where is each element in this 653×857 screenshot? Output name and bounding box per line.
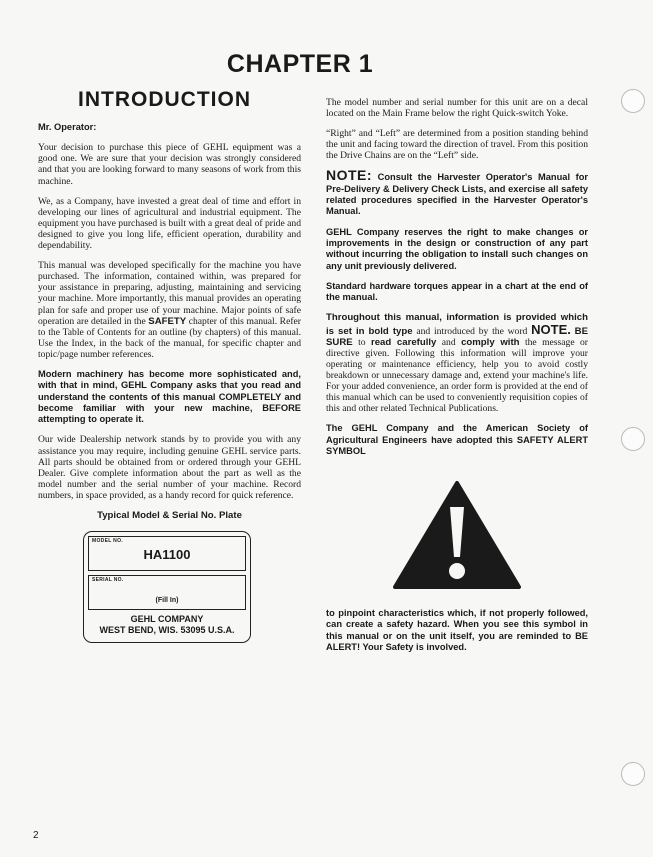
comply-with-text: comply with <box>461 336 520 348</box>
note-label: NOTE: <box>326 167 373 184</box>
plate-company: GEHL COMPANY <box>130 614 204 625</box>
safety-alert-symbol <box>326 477 588 596</box>
paragraph-manual <box>38 260 301 360</box>
paragraph-manual-text-a: This manual was developed specifically for the machine you have purchased. The information, contained within, was prepared for your assistance in preparing, adjusting, maintaining and servicing your machine. More importantly, this manual provides an operating plan for safe and proper use of your machine. Major points of safe operation are detailed in the <box>38 260 301 327</box>
bold-type-text-f: and <box>441 336 456 348</box>
plate-address: WEST BEND, WIS. 53095 U.S.A. <box>99 625 235 636</box>
paragraph-dealership: Our wide Dealership network stands by to provide you with any assistance you may require, including genuine GEHL service parts. All parts should be obtained from or ordered through your GEHL Dealer. Give complete information about the part as well as the model number and the serial number of your machine. Record numbers, in space provided, as a handy record for quick reference. <box>38 434 301 501</box>
right-column <box>326 97 588 662</box>
paragraph-bold-type <box>326 312 588 414</box>
paragraph-pinpoint: to pinpoint characteristics which, if not properly followed, can create a safety hazard. When you see this symbol in this manual or on the unit itself, you are reminded to BE ALERT! Your Safety is involved. <box>326 608 588 653</box>
model-field <box>88 536 246 571</box>
safety-emphasis: SAFETY <box>148 315 187 327</box>
paragraph-asae: The GEHL Company and the American Society of Agricultural Engineers have adopted this SAFETY ALERT SYMBOL <box>326 423 588 456</box>
note-text: Consult the Harvester Operator's Manual for Pre-Delivery & Delivery Check Lists, and exercise all safety related procedures specified in the Harvester Operator's Manual. <box>326 172 588 217</box>
be-sure-text: BE SURE <box>326 325 588 348</box>
section-title: INTRODUCTION <box>78 88 251 111</box>
note-paragraph <box>326 167 588 217</box>
paragraph-company: We, as a Company, have invested a great deal of time and effort in developing our lines of agricultural and industrial equipment. The equipment you have purchased is built with a great deal of pride and designed to give you long life, efficient operation, durability and dependability. <box>38 195 301 252</box>
paragraph-torques: Standard hardware torques appear in a chart at the end of the manual. <box>326 280 588 303</box>
salutation: Mr. Operator: <box>38 122 97 132</box>
bold-type-text-b: and introduced by the word <box>416 325 528 337</box>
serial-value: (Fill In) <box>155 597 179 605</box>
paragraph-manual-text-b: chapter of this manual. Refer to the Table of Contents for an outline (by chapters) of this manual. Use the Index, in the back of the manual, for specific chapter and topic/page number references. <box>38 315 301 360</box>
page-number: 2 <box>33 830 39 841</box>
bold-type-intro: Throughout this manual, information is provided which is set in bold type <box>326 312 588 337</box>
paragraph-modern-machinery: Modern machinery has become more sophisticated and, with that in mind, GEHL Company asks that you read and understand the contents of this manual COMPLETELY and become familiar with your new machine, BEFORE attempting to operate it. <box>38 368 301 425</box>
safety-alert-triangle-icon <box>391 477 523 591</box>
plate-caption: Typical Model & Serial No. Plate <box>97 510 242 522</box>
read-carefully-text: read carefully <box>370 336 437 348</box>
bold-type-text-d: to <box>358 336 366 348</box>
serial-field <box>88 575 246 610</box>
paragraph-decal: The model number and serial number for this unit are on a decal located on the Main Frame below the right Quick-switch Yoke. <box>326 97 588 120</box>
serial-label: SERIAL NO. <box>92 577 124 584</box>
bold-type-text-h: the message or directive given. Following this information will improve your operating or maintenance efficiency, help you to avoid costly breakdown or unnecessary damage and, extend your machine's life. For your added convenience, an order form is provided at the end of this manual which can be used to conveniently requisition copies of this and other related Technical Publications. <box>326 336 588 415</box>
binder-hole-middle <box>621 427 645 451</box>
binder-hole-bottom <box>621 762 645 786</box>
paragraph-decision: Your decision to purchase this piece of GEHL equipment was a good one. We are sure that your decision was strongly considered and that you are looking forward to many seasons of work from this machine. <box>38 142 301 187</box>
left-column <box>38 122 301 643</box>
serial-plate <box>83 531 251 643</box>
paragraph-right-left: “Right” and “Left” are determined from a position standing behind the unit and facing toward the direction of travel. From this position the Drive Chains are on the “Left” side. <box>326 128 588 162</box>
note-word: NOTE. <box>531 321 571 337</box>
chapter-heading: CHAPTER 1 <box>226 50 374 78</box>
model-value: HA1100 <box>143 547 191 563</box>
paragraph-reserves-right: GEHL Company reserves the right to make changes or improvements in the design or construction of any part without incurring the obligation to install such changes on any unit previously delivered. <box>326 226 588 271</box>
binder-hole-top <box>621 89 645 113</box>
model-label: MODEL NO. <box>92 538 123 545</box>
